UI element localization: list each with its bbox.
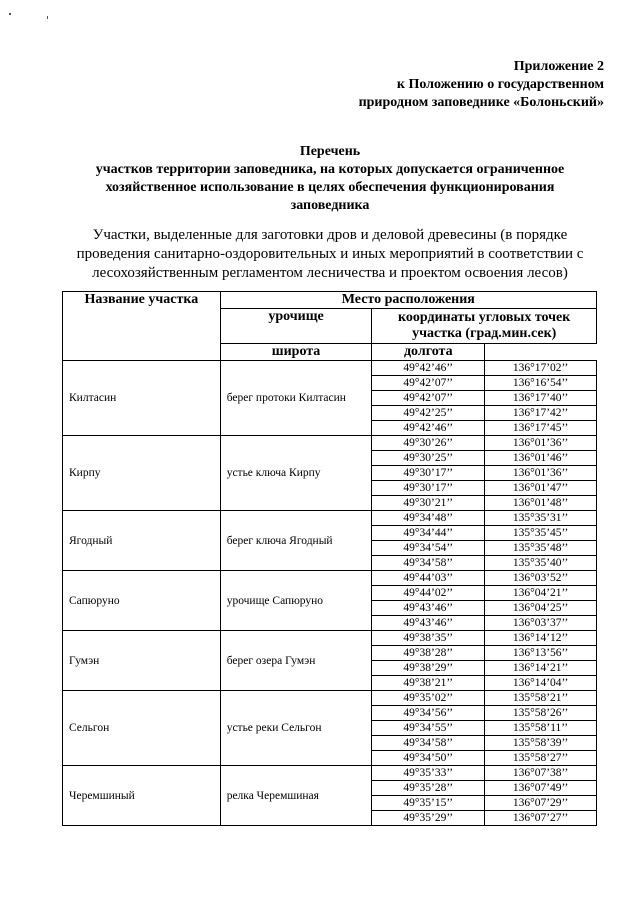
latitude-cell: 49°34’55’’	[372, 721, 485, 736]
site-name: Кирпу	[63, 436, 221, 511]
latitude-cell: 49°43’46’’	[372, 601, 485, 616]
latitude-cell: 49°30’17’’	[372, 481, 485, 496]
site-tract: урочище Сапюруно	[220, 571, 372, 631]
site-name: Черемшиный	[63, 766, 221, 826]
longitude-cell: 136°07’27’’	[485, 811, 597, 826]
latitude-cell: 49°34’44’’	[372, 526, 485, 541]
scan-speck	[47, 16, 48, 19]
longitude-cell: 136°01’36’’	[485, 466, 597, 481]
latitude-cell: 49°30’26’’	[372, 436, 485, 451]
latitude-cell: 49°35’15’’	[372, 796, 485, 811]
latitude-cell: 49°34’50’’	[372, 751, 485, 766]
latitude-cell: 49°43’46’’	[372, 616, 485, 631]
appendix-line: природном заповеднике «Болоньский»	[358, 95, 604, 110]
latitude-cell: 49°38’35’’	[372, 631, 485, 646]
longitude-cell: 135°58’26’’	[485, 706, 597, 721]
latitude-cell: 49°34’56’’	[372, 706, 485, 721]
scan-speck	[9, 13, 11, 15]
longitude-cell: 136°07’29’’	[485, 796, 597, 811]
longitude-cell: 136°01’48’’	[485, 496, 597, 511]
intro-line: проведения санитарно-оздоровительных и иных мероприятий в соответствии с	[76, 246, 584, 262]
longitude-cell: 135°35’45’’	[485, 526, 597, 541]
longitude-cell: 136°17’02’’	[485, 361, 597, 376]
site-name: Сапюруно	[63, 571, 221, 631]
coordinate-row	[63, 691, 597, 706]
title-line: заповедника	[290, 198, 370, 213]
latitude-cell: 49°42’25’’	[372, 406, 485, 421]
longitude-cell: 136°01’47’’	[485, 481, 597, 496]
longitude-cell: 135°35’48’’	[485, 541, 597, 556]
latitude-cell: 49°42’46’’	[372, 421, 485, 436]
latitude-cell: 49°42’07’’	[372, 376, 485, 391]
coordinate-row	[63, 511, 597, 526]
longitude-cell: 135°58’11’’	[485, 721, 597, 736]
latitude-cell: 49°34’58’’	[372, 736, 485, 751]
longitude-cell: 135°35’31’’	[485, 511, 597, 526]
document-title	[50, 143, 610, 215]
longitude-cell: 136°04’21’’	[485, 586, 597, 601]
longitude-cell: 136°17’42’’	[485, 406, 597, 421]
intro-line: лесохозяйственным регламентом лесничества и проектом освоения лесов)	[92, 265, 568, 281]
latitude-cell: 49°30’17’’	[372, 466, 485, 481]
latitude-cell: 49°30’21’’	[372, 496, 485, 511]
latitude-cell: 49°42’46’’	[372, 361, 485, 376]
longitude-cell: 135°58’39’’	[485, 736, 597, 751]
latitude-cell: 49°34’54’’	[372, 541, 485, 556]
header-longitude: долгота	[372, 344, 485, 361]
intro-paragraph	[40, 226, 620, 283]
longitude-cell: 136°14’21’’	[485, 661, 597, 676]
longitude-cell: 136°14’04’’	[485, 676, 597, 691]
latitude-cell: 49°38’21’’	[372, 676, 485, 691]
coordinate-row	[63, 436, 597, 451]
site-tract: устье реки Сельгон	[220, 691, 372, 766]
appendix-header	[164, 58, 604, 112]
longitude-cell: 136°17’45’’	[485, 421, 597, 436]
site-tract: берег ключа Ягодный	[220, 511, 372, 571]
longitude-cell: 136°03’52’’	[485, 571, 597, 586]
latitude-cell: 49°30’25’’	[372, 451, 485, 466]
latitude-cell: 49°34’48’’	[372, 511, 485, 526]
site-tract: релка Черемшиная	[220, 766, 372, 826]
coordinate-row	[63, 631, 597, 646]
site-name: Ягодный	[63, 511, 221, 571]
site-name: Килтасин	[63, 361, 221, 436]
latitude-cell: 49°35’29’’	[372, 811, 485, 826]
header-coords: координаты угловых точек участка (град.мин.сек)	[372, 309, 597, 344]
longitude-cell: 136°01’46’’	[485, 451, 597, 466]
header-location: Место расположения	[220, 292, 596, 309]
sites-table	[62, 291, 597, 826]
longitude-cell: 135°58’27’’	[485, 751, 597, 766]
latitude-cell: 49°35’33’’	[372, 766, 485, 781]
appendix-line: Приложение 2	[513, 59, 604, 74]
latitude-cell: 49°44’03’’	[372, 571, 485, 586]
longitude-cell: 136°16’54’’	[485, 376, 597, 391]
latitude-cell: 49°35’02’’	[372, 691, 485, 706]
intro-line: Участки, выделенные для заготовки дров и деловой древесины (в порядке	[92, 227, 568, 243]
title-line: участков территории заповедника, на которых допускается ограниченное	[95, 162, 565, 177]
longitude-cell: 135°58’21’’	[485, 691, 597, 706]
latitude-cell: 49°44’02’’	[372, 586, 485, 601]
site-name: Гумэн	[63, 631, 221, 691]
header-site-name: Название участка	[63, 292, 221, 361]
title-line: хозяйственное использование в целях обеспечения функционирования	[105, 180, 555, 195]
longitude-cell: 136°03’37’’	[485, 616, 597, 631]
longitude-cell: 135°35’40’’	[485, 556, 597, 571]
site-tract: берег протоки Килтасин	[220, 361, 372, 436]
latitude-cell: 49°42’07’’	[372, 391, 485, 406]
sites-body	[63, 361, 597, 826]
longitude-cell: 136°14’12’’	[485, 631, 597, 646]
header-latitude: широта	[220, 344, 372, 361]
latitude-cell: 49°34’58’’	[372, 556, 485, 571]
coordinate-row	[63, 361, 597, 376]
title-line: Перечень	[299, 144, 361, 159]
longitude-cell: 136°01’36’’	[485, 436, 597, 451]
header-tract: урочище	[220, 309, 372, 344]
appendix-line: к Положению о государственном	[396, 77, 604, 92]
coordinate-row	[63, 766, 597, 781]
longitude-cell: 136°17’40’’	[485, 391, 597, 406]
site-tract: берег озера Гумэн	[220, 631, 372, 691]
latitude-cell: 49°35’28’’	[372, 781, 485, 796]
site-name: Сельгон	[63, 691, 221, 766]
coordinate-row	[63, 571, 597, 586]
longitude-cell: 136°07’38’’	[485, 766, 597, 781]
latitude-cell: 49°38’29’’	[372, 661, 485, 676]
longitude-cell: 136°13’56’’	[485, 646, 597, 661]
latitude-cell: 49°38’28’’	[372, 646, 485, 661]
longitude-cell: 136°04’25’’	[485, 601, 597, 616]
site-tract: устье ключа Кирпу	[220, 436, 372, 511]
longitude-cell: 136°07’49’’	[485, 781, 597, 796]
